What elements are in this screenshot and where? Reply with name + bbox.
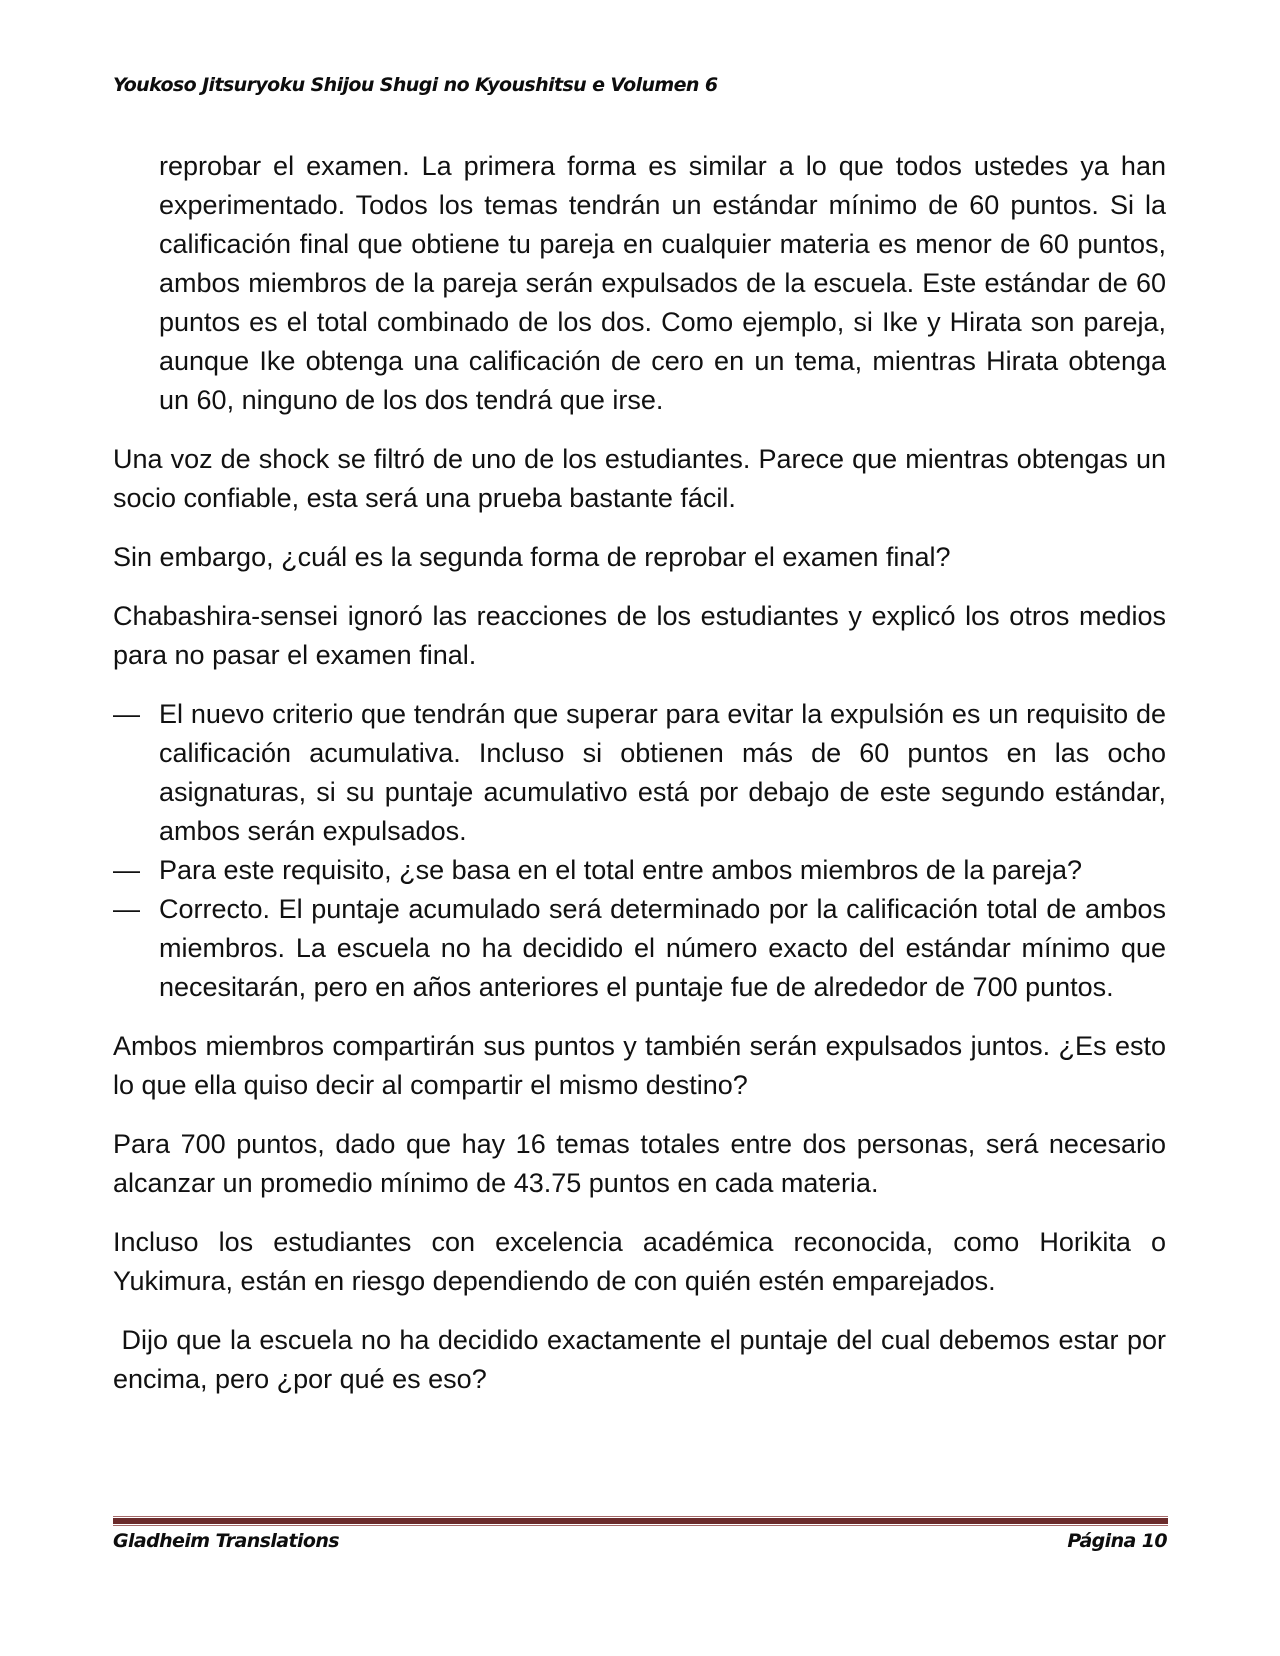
dialog-text: El nuevo criterio que tendrán que superar para evitar la expulsión es un requisito de calificación acumulativa. Incluso si obtienen más de 60 puntos en las ocho asignaturas, si su puntaje acumulativo está por debajo de este segundo estándar, ambos serán expulsados.	[159, 699, 1166, 846]
paragraph: Para 700 puntos, dado que hay 16 temas totales entre dos personas, será necesario alcanzar un promedio mínimo de 43.75 puntos en cada materia.	[113, 1129, 1166, 1198]
footer-divider	[113, 1516, 1168, 1525]
running-header: Youkoso Jitsuryoku Shijou Shugi no Kyoushitsu e Volumen 6	[113, 74, 718, 96]
footer-translator-credit: Gladheim Translations	[113, 1530, 339, 1552]
dialog-text: Correcto. El puntaje acumulado será determinado por la calificación total de ambos miembros. La escuela no ha decidido el número exacto del estándar mínimo que necesitarán, pero en años anteriores el puntaje fue de alrededor de 700 puntos.	[159, 894, 1166, 1002]
dialog-block	[113, 695, 1166, 1007]
paragraph: Chabashira-sensei ignoró las reacciones de los estudiantes y explicó los otros medios para no pasar el examen final.	[113, 601, 1166, 670]
dialog-text: Para este requisito, ¿se basa en el total entre ambos miembros de la pareja?	[159, 855, 1082, 885]
dialog-line	[113, 695, 1166, 851]
dialog-line	[113, 890, 1166, 1007]
dialog-dash: —	[113, 894, 140, 924]
paragraph: Una voz de shock se filtró de uno de los estudiantes. Parece que mientras obtengas un socio confiable, esta será una prueba bastante fácil.	[113, 444, 1166, 513]
dialog-dash: —	[113, 855, 140, 885]
paragraph: Dijo que la escuela no ha decidido exactamente el puntaje del cual debemos estar por encima, pero ¿por qué es eso?	[113, 1325, 1174, 1394]
paragraph-continued: reprobar el examen. La primera forma es similar a lo que todos ustedes ya han experimentado. Todos los temas tendrán un estándar mínimo de 60 puntos. Si la calificación final que obtiene tu pareja en cualquier materia es menor de 60 puntos, ambos miembros de la pareja serán expulsados de la escuela. Este estándar de 60 puntos es el total combinado de los dos. Como ejemplo, si Ike y Hirata son pareja, aunque Ike obtenga una calificación de cero en un tema, mientras Hirata obtenga un 60, ninguno de los dos tendrá que irse.	[159, 151, 1166, 415]
page-number: Página 10	[1067, 1530, 1167, 1552]
paragraph: Sin embargo, ¿cuál es la segunda forma de reprobar el examen final?	[113, 542, 951, 572]
page-body	[113, 147, 1174, 1419]
dialog-line	[113, 851, 1166, 890]
paragraph: Ambos miembros compartirán sus puntos y también serán expulsados juntos. ¿Es esto lo que ella quiso decir al compartir el mismo destino?	[113, 1031, 1166, 1100]
dialog-dash: —	[113, 699, 140, 729]
paragraph: Incluso los estudiantes con excelencia académica reconocida, como Horikita o Yukimura, están en riesgo dependiendo de con quién estén emparejados.	[113, 1227, 1166, 1296]
